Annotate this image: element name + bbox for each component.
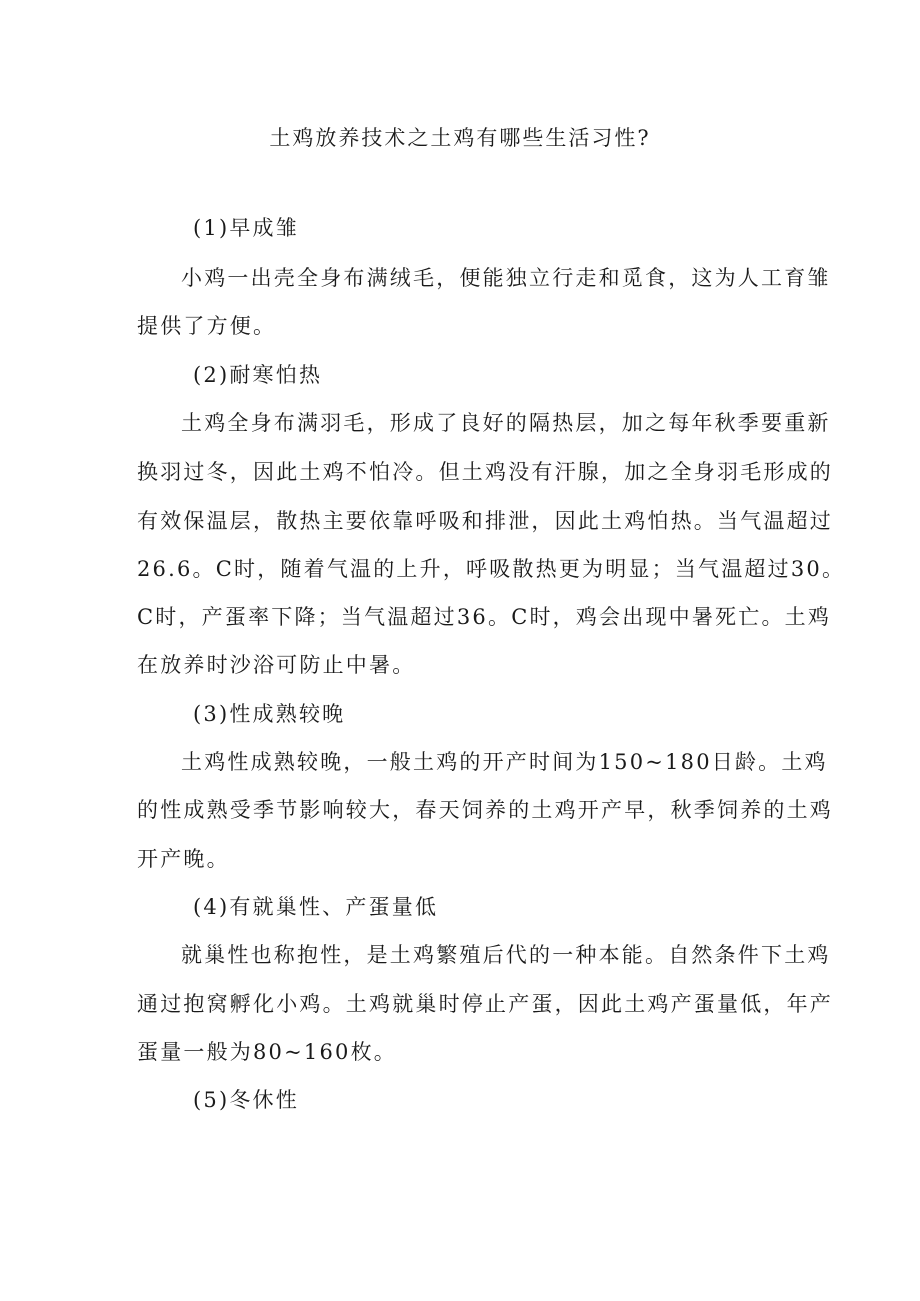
paragraph-line: 提供了方便。 xyxy=(137,314,277,338)
section-heading: (2)耐寒怕热 xyxy=(193,363,323,387)
paragraph-line: 的性成熟受季节影响较大，春天饲养的土鸡开产早，秋季饲养的土鸡 xyxy=(137,798,833,822)
section-heading: (3)性成熟较晚 xyxy=(193,702,346,726)
paragraph-line: 土鸡性成熟较晚，一般土鸡的开产时间为150~180日龄。土鸡 xyxy=(181,750,828,774)
paragraph-line: 就巢性也称抱性，是土鸡繁殖后代的一种本能。自然条件下土鸡 xyxy=(181,943,831,967)
paragraph-line: 小鸡一出壳全身布满绒毛，便能独立行走和觅食，这为人工育雏 xyxy=(181,266,831,290)
paragraph-line: 通过抱窝孵化小鸡。土鸡就巢时停止产蛋，因此土鸡产蛋量低，年产 xyxy=(137,992,833,1016)
paragraph-line: C时，产蛋率下降；当气温超过36。C时，鸡会出现中暑死亡。土鸡 xyxy=(137,605,832,629)
paragraph-line: 开产晚。 xyxy=(137,847,230,871)
paragraph-line: 有效保温层，散热主要依靠呼吸和排泄，因此土鸡怕热。当气温超过 xyxy=(137,509,833,533)
paragraph-line: 换羽过冬，因此土鸡不怕冷。但土鸡没有汗腺，加之全身羽毛形成的 xyxy=(137,460,833,484)
section-heading: (4)有就巢性、产蛋量低 xyxy=(193,895,439,919)
paragraph-line: 土鸡全身布满羽毛，形成了良好的隔热层，加之每年秋季要重新 xyxy=(181,411,831,435)
paragraph-line: 26.6。C时，随着气温的上升，呼吸散热更为明显；当气温超过30。 xyxy=(137,557,846,581)
section-heading: (1)早成雏 xyxy=(193,216,299,240)
paragraph-line: 在放养时沙浴可防止中暑。 xyxy=(137,653,416,677)
section-heading: (5)冬休性 xyxy=(193,1088,299,1112)
paragraph-line: 蛋量一般为80~160枚。 xyxy=(137,1040,397,1064)
document-title: 土鸡放养技术之土鸡有哪些生活习性? xyxy=(269,126,651,150)
